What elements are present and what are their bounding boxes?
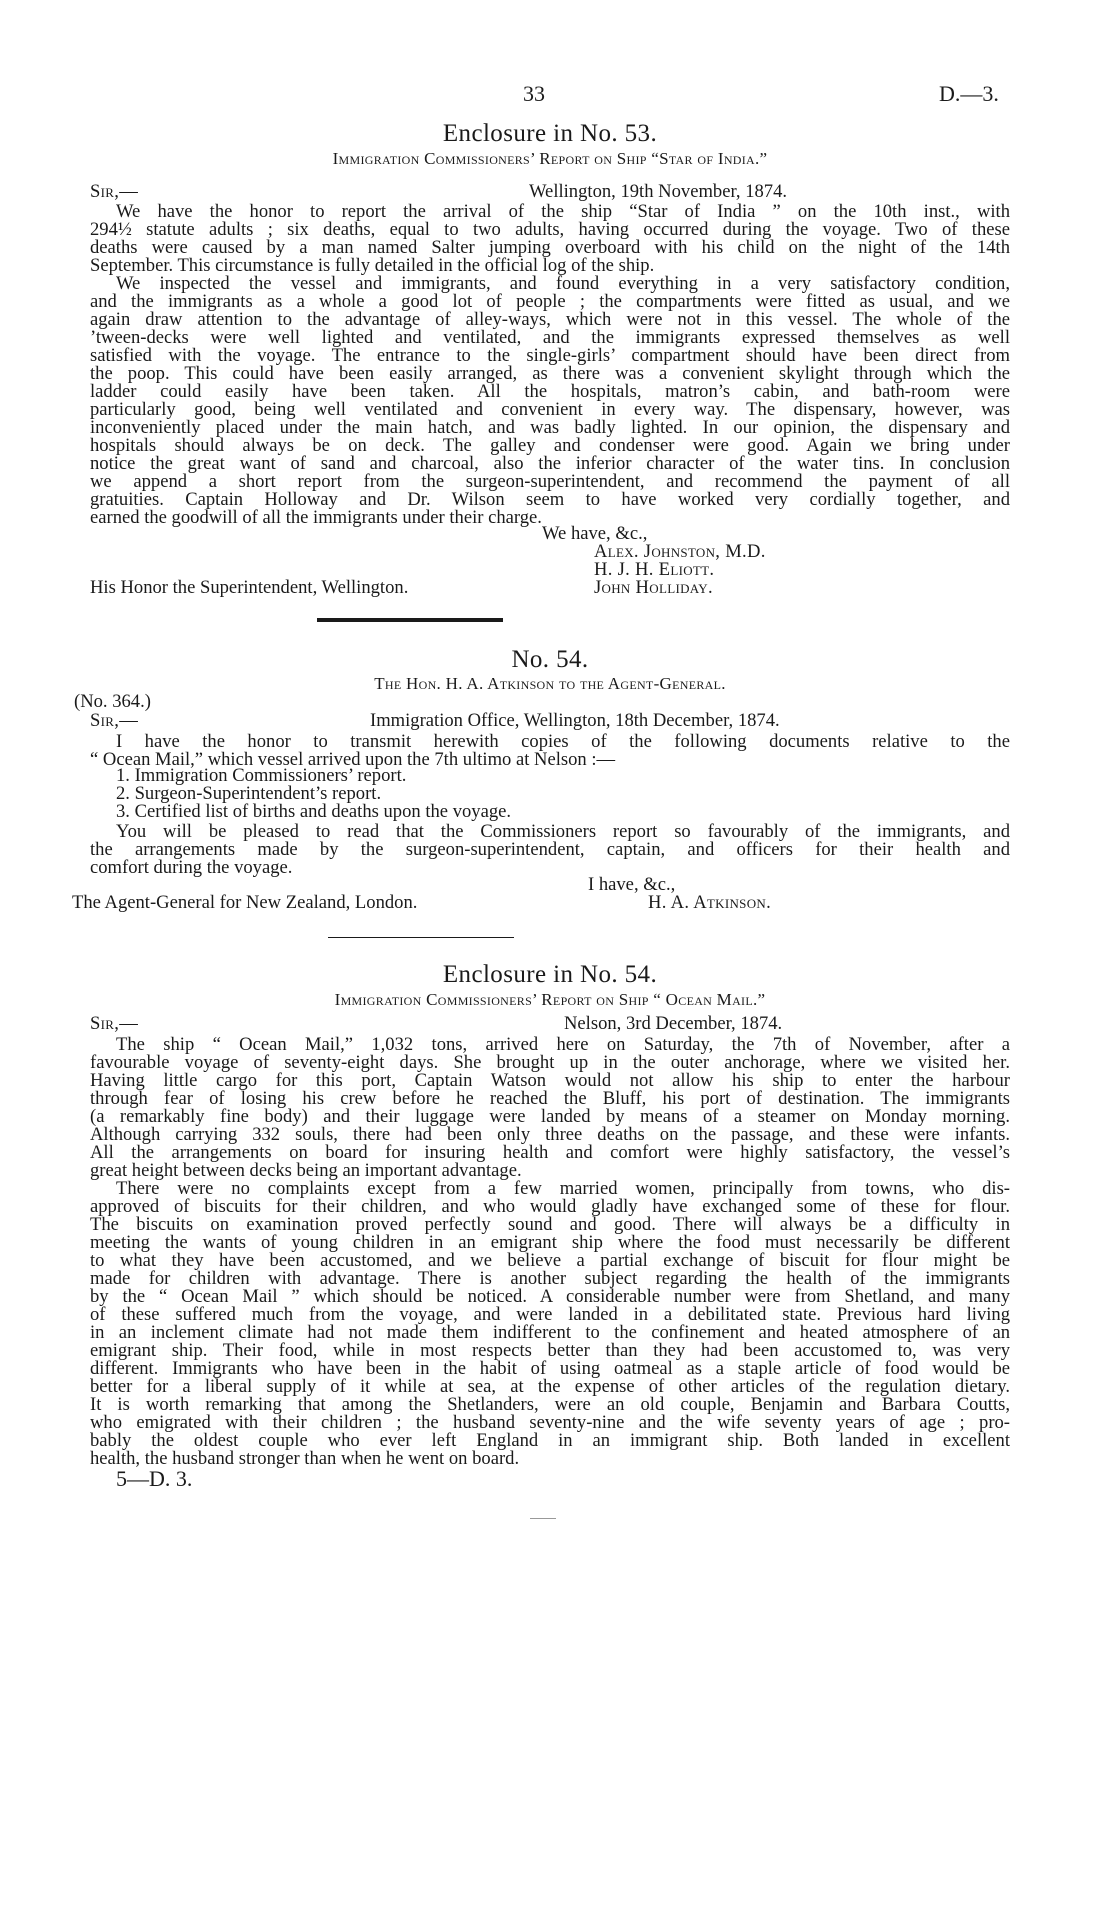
letter-54-dateline: Immigration Office, Wellington, 18th December, 1874. (370, 710, 780, 731)
letter-54-heading: No. 54. (511, 646, 589, 673)
text-line: (a remarkably fine body) and their luggage were landed by means of a steamer on Monday morning. (90, 1106, 1010, 1127)
enclosure-54-subtitle: Immigration Commissioners’ Report on Ship “ Ocean Mail.” (334, 990, 766, 1009)
text-line: ladder could easily have been taken. All the hospitals, matron’s cabin, and bath-room were (90, 381, 1010, 402)
text-line: of these suffered much from the voyage, and were landed in a debilitated state. Previous hard living (90, 1304, 1010, 1325)
text-line: It is worth remarking that among the Shetlanders, were an old couple, Benjamin and Barbara Coutts, (90, 1394, 1010, 1415)
signatory-holliday: John Holliday. (594, 577, 713, 598)
list-item: 1. Immigration Commissioners’ report. (116, 765, 407, 786)
text-line: The ship “ Ocean Mail,” 1,032 tons, arrived here on Saturday, the 7th of November, after a (116, 1034, 1010, 1055)
text-line: Although carrying 332 souls, there had been only three deaths on the passage, and these were infants. (90, 1124, 1010, 1145)
list-item: 2. Surgeon-Superintendent’s report. (116, 783, 382, 804)
text-line: September. This circumstance is fully detailed in the official log of the ship. (90, 255, 655, 276)
text-line: satisfied with the voyage. The entrance to the single-girls’ compartment should have been direct from (90, 345, 1010, 366)
text-line: We have the honor to report the arrival of the ship “Star of India ” on the 10th inst., with (116, 201, 1010, 222)
text-line: by the “ Ocean Mail ” which should be noticed. A considerable number were from Shetland, and many (90, 1286, 1010, 1307)
letter-54-salutation: Sir,— (90, 710, 139, 731)
enclosure-53-addressee: His Honor the Superintendent, Wellington. (90, 577, 409, 598)
text-line: we append a short report from the surgeon-superintendent, and recommend the payment of all (90, 471, 1010, 492)
letter-54-closing: I have, &c., (588, 874, 676, 895)
text-line: 294½ statute adults ; six deaths, equal to two adults, having occurred during the voyage. Two of these (90, 219, 1010, 240)
signatory-eliott: H. J. H. Eliott. (594, 559, 715, 580)
text-line: All the arrangements on board for insuring health and comfort were highly satisfactory, the vessel’s (90, 1142, 1010, 1163)
document-reference: D.—3. (939, 81, 999, 106)
text-line: notice the great want of sand and charcoal, also the inferior character of the water tins. In conclusion (90, 453, 1010, 474)
text-line: comfort during the voyage. (90, 857, 293, 878)
text-line: gratuities. Captain Holloway and Dr. Wilson seem to have worked very cordially together, and (90, 489, 1010, 510)
text-line: emigrant ship. Their food, while in most respects better than they had been accustomed to, was very (90, 1340, 1010, 1361)
signatory-johnston: Alex. Johnston, M.D. (594, 541, 766, 562)
enclosure-54-dateline: Nelson, 3rd December, 1874. (564, 1013, 783, 1034)
letter-54-addressee: The Agent-General for New Zealand, London. (72, 892, 418, 913)
text-line: the arrangements made by the surgeon-superintendent, captain, and officers for their health and (90, 839, 1010, 860)
text-line: “ Ocean Mail,” which vessel arrived upon the 7th ultimo at Nelson :— (90, 749, 616, 770)
text-line: earned the goodwill of all the immigrants under their charge. (90, 507, 542, 528)
text-line: hospitals should always be on deck. The galley and condenser were good. Again we bring under (90, 435, 1010, 456)
text-line: made for children with advantage. There is another subject regarding the health of the immigrants (90, 1268, 1010, 1289)
text-line: great height between decks being an important advantage. (90, 1160, 522, 1181)
text-line: We inspected the vessel and immigrants, and found everything in a very satisfactory condition, (116, 273, 1010, 294)
text-line: approved of biscuits for their children, and who would gladly have exchanged some of these for flour. (90, 1196, 1010, 1217)
enclosure-53-dateline: Wellington, 19th November, 1874. (529, 181, 788, 202)
text-line: favourable voyage of seventy-eight days. She brought up in the outer anchorage, where we visited her. (90, 1052, 1010, 1073)
enclosure-54-salutation: Sir,— (90, 1013, 139, 1034)
text-line: to what they have been accustomed, and we believe a partial exchange of biscuit for flour might be (90, 1250, 1010, 1271)
footer-dash (530, 1518, 556, 1519)
section-divider (317, 618, 503, 622)
text-line: The biscuits on examination proved perfectly sound and good. There will always be a difficulty in (90, 1214, 1010, 1235)
text-line: who emigrated with their children ; the husband seventy-nine and the wife seventy years of age ; pro- (90, 1412, 1010, 1433)
text-line: and the immigrants as a whole a good lot of people ; the compartments were fitted as usual, and we (90, 291, 1010, 312)
text-line: bably the oldest couple who ever left England in an immigrant ship. Both landed in excellent (90, 1430, 1010, 1451)
signature-mark: 5—D. 3. (116, 1466, 193, 1491)
text-line: better for a liberal supply of it while at sea, at the expense of other articles of the regulation dietary. (90, 1376, 1010, 1397)
text-line: health, the husband stronger than when he went on board. (90, 1448, 520, 1469)
enclosure-53-heading: Enclosure in No. 53. (442, 120, 658, 147)
list-item: 3. Certified list of births and deaths upon the voyage. (116, 801, 512, 822)
text-line: inconveniently placed under the main hatch, and was badly lighted. In our opinion, the dispensary and (90, 417, 1010, 438)
document-page (72, 0, 1010, 1908)
enclosure-53-closing: We have, &c., (542, 523, 648, 544)
letter-54-subtitle: The Hon. H. A. Atkinson to the Agent-General. (374, 674, 726, 693)
text-line: particularly good, being well ventilated and convenient in every way. The dispensary, however, was (90, 399, 1010, 420)
text-line: again draw attention to the advantage of alley-ways, which were not in this vessel. The whole of the (90, 309, 1010, 330)
letter-54-reference: (No. 364.) (74, 691, 151, 712)
text-line: There were no complaints except from a few married women, principally from towns, who dis- (116, 1178, 1010, 1199)
text-line: ’tween-decks were well lighted and ventilated, and the immigrants expressed themselves as well (90, 327, 1010, 348)
text-line: in an inclement climate had not made them indifferent to the confinement and heated atmosphere of an (90, 1322, 1010, 1343)
text-line: the poop. This could have been easily arranged, as there was a convenient skylight through which the (90, 363, 1010, 384)
text-line: deaths were caused by a man named Salter jumping overboard with his child on the night of the 14th (90, 237, 1010, 258)
text-line: I have the honor to transmit herewith copies of the following documents relative to the (116, 731, 1010, 752)
section-divider-thin (328, 937, 514, 938)
text-line: Having little cargo for this port, Captain Watson would not allow his ship to enter the harbour (90, 1070, 1010, 1091)
text-line: different. Immigrants who have been in the habit of using oatmeal as a staple article of food would be (90, 1358, 1010, 1379)
page-number: 33 (523, 81, 545, 106)
signatory-atkinson: H. A. Atkinson. (648, 892, 772, 913)
enclosure-53-subtitle: Immigration Commissioners’ Report on Ship “Star of India.” (332, 149, 768, 168)
text-line: through fear of losing his crew before he reached the Bluff, his port of destination. The immigrants (90, 1088, 1010, 1109)
enclosure-54-heading: Enclosure in No. 54. (442, 961, 658, 988)
text-line: meeting the wants of young children in an emigrant ship where the food must necessarily be different (90, 1232, 1010, 1253)
text-line: You will be pleased to read that the Commissioners report so favourably of the immigrants, and (116, 821, 1010, 842)
enclosure-53-salutation: Sir,— (90, 181, 139, 202)
